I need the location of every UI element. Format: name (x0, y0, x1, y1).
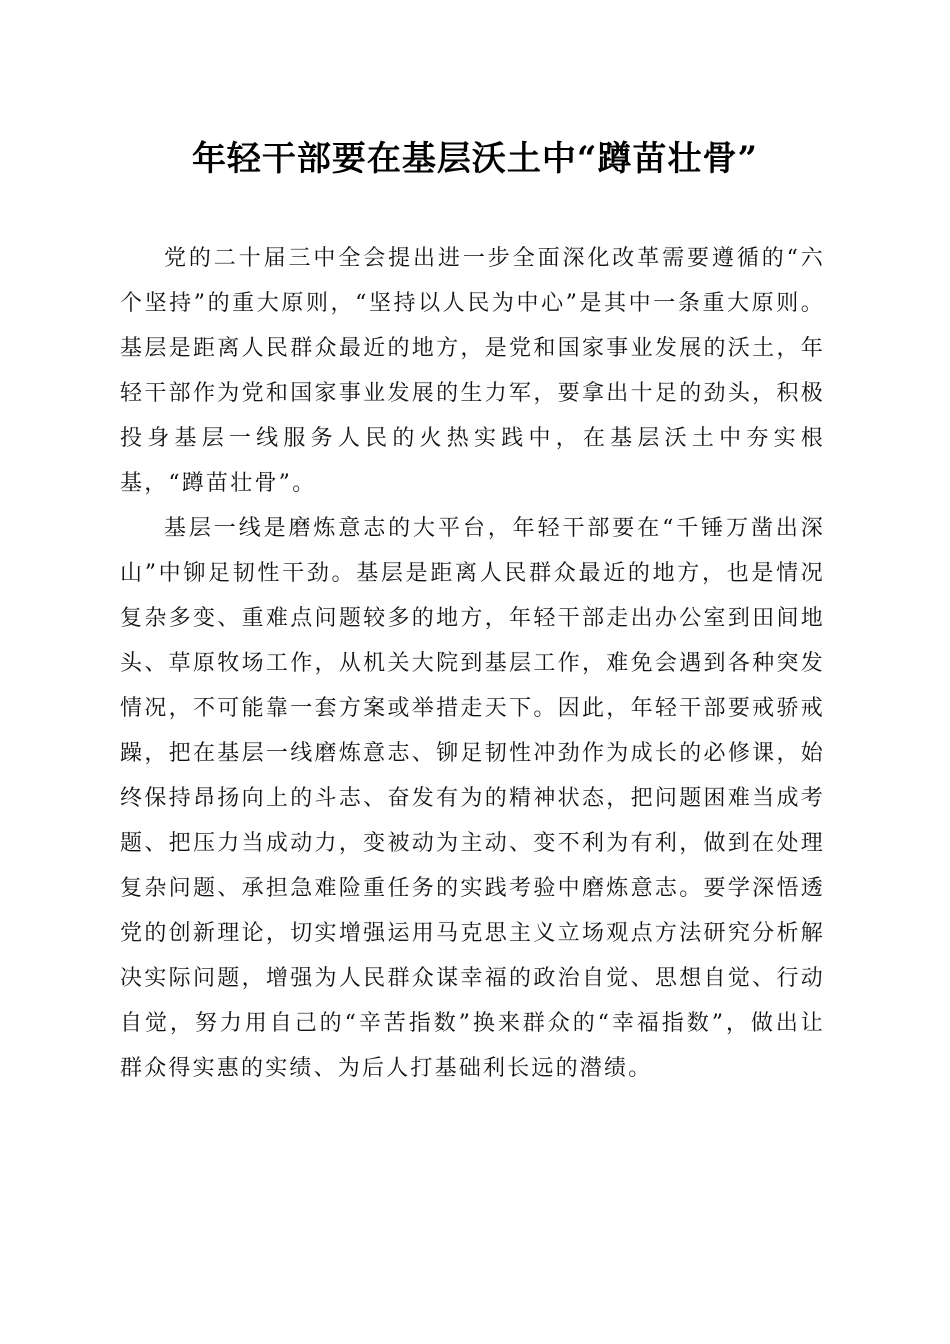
paragraph: 基层一线是磨炼意志的大平台，年轻干部要在“千锤万凿出深山”中铆足韧性干劲。基层是距离人民群众最近的地方，也是情况复杂多变、重难点问题较多的地方，年轻干部走出办公室到田间地头、草原牧场工作，从机关大院到基层工作，难免会遇到各种突发情况，不可能靠一套方案或举措走天下。因此，年轻干部要戒骄戒躁，把在基层一线磨炼意志、铆足韧性冲劲作为成长的必修课，始终保持昂扬向上的斗志、奋发有为的精神状态，把问题困难当成考题、把压力当成动力，变被动为主动、变不利为有利，做到在处理复杂问题、承担急难险重任务的实践考验中磨炼意志。要学深悟透党的创新理论，切实增强运用马克思主义立场观点方法研究分析解决实际问题，增强为人民群众谋幸福的政治自觉、思想自觉、行动自觉，努力用自己的“辛苦指数”换来群众的“幸福指数”，做出让群众得实惠的实绩、为后人打基础利长远的潜绩。 (120, 516, 825, 1081)
paragraph: 党的二十届三中全会提出进一步全面深化改革需要遵循的“六个坚持”的重大原则，“坚持以人民为中心”是其中一条重大原则。基层是距离人民群众最近的地方，是党和国家事业发展的沃土，年轻干部作为党和国家事业发展的生力军，要拿出十足的劲头，积极投身基层一线服务人民的火热实践中，在基层沃土中夯实根基，“蹲苗壮骨”。 (120, 246, 825, 496)
document-body (120, 236, 825, 1091)
document-title: 年轻干部要在基层沃土中“蹲苗壮骨” (191, 139, 759, 179)
